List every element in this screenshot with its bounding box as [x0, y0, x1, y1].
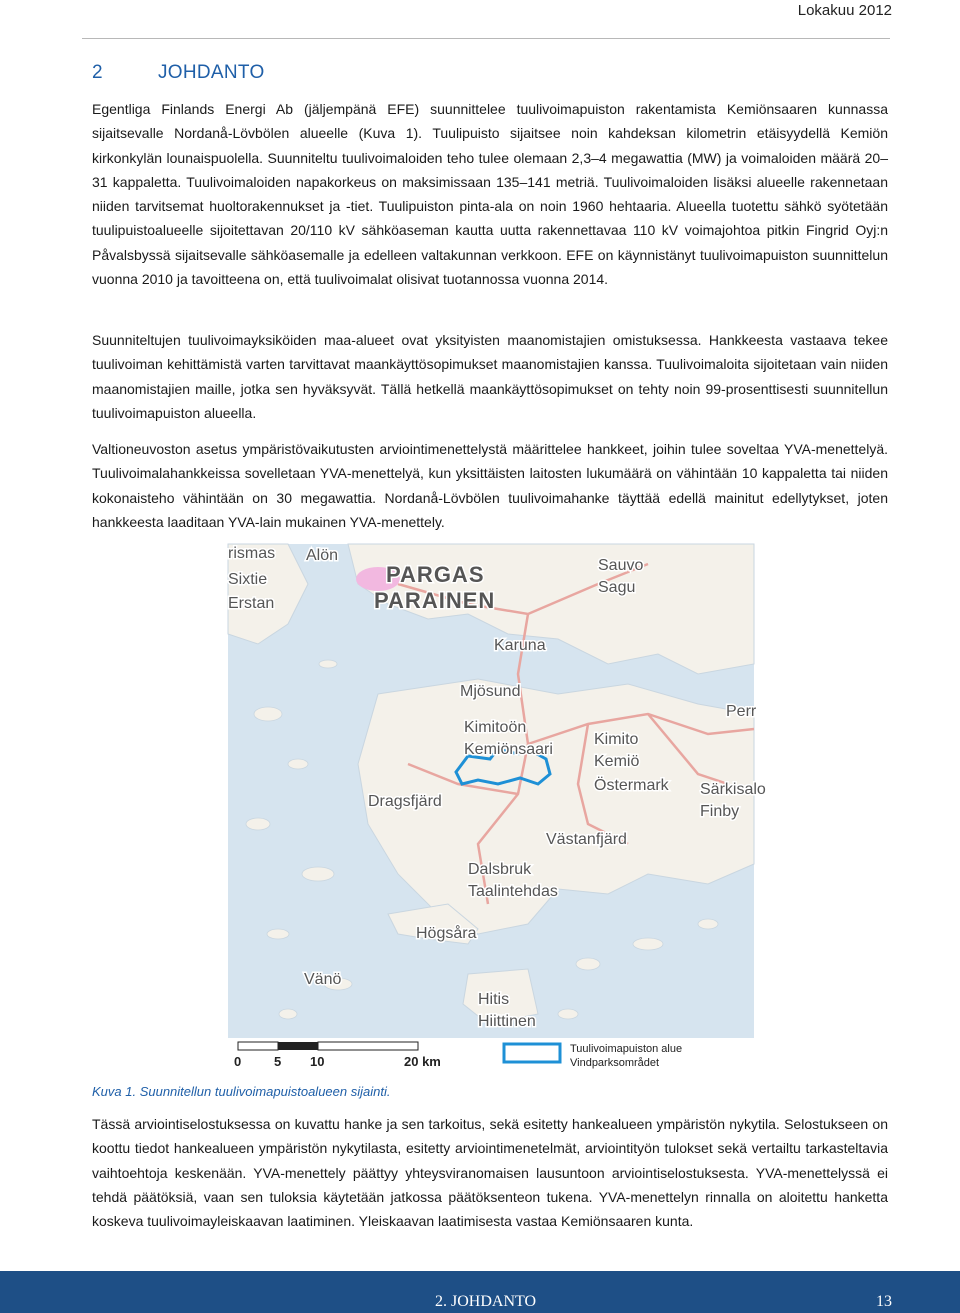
- scale-label: 0: [234, 1054, 242, 1069]
- paragraph: Egentliga Finlands Energi Ab (jäljempänä EFE) suunnittelee tuulivoimapuiston rakentamista Kemiönsaaren kunnassa sijaitsevalle Nordanå-Lövbölen alueelle (Kuva 1). Tuulipuisto sijaitsee noin kahdeksan kilometrin etäisyydellä Kemiön kirkonkylän lounaispuolella. Suunniteltu tuulivoimaloiden teho tulee olemaan 2,3–4 megawattia (MW) ja voimaloiden määrä 20–31 kappaletta. Tuulivoimaloiden napakorkeus on maksimissaan 135–141 metriä. Tuulivoimaloiden lisäksi alueelle rakennetaan niiden tarvitsemat huoltorakennukset ja -tiet. Tuulipuiston pinta-ala on noin 1960 hehtaaria. Alueella tuotettu sähkö syötetään tuulipuistoalueelle sijoitettavan 20/110 kV sähköaseman kautta uutta rakennettavaa 110 kV voimajohtoa pitkin Fingrid Oyj:n Påvalsbyssä sijaitsevalle sähköasemalle ja edelleen valtakunnan verkkoon. EFE on käynnistänyt tuulivoimapuiston suunnittelun vuonna 2010 ja tavoitteena on, että tuulivoimalat olisivat tuotannossa vuonna 2014.: [92, 101, 888, 288]
- location-map: [228, 544, 766, 1072]
- scale-bar: [228, 1038, 528, 1072]
- legend-label: Tuulivoimapuiston alue: [570, 1043, 683, 1055]
- section-title: JOHDANTO: [158, 62, 265, 83]
- map-label: Vänö: [304, 971, 342, 988]
- header-rule: [82, 38, 890, 39]
- map-legend: [496, 1038, 754, 1072]
- scale-label: 5: [274, 1054, 282, 1069]
- map-label: Finby: [700, 803, 740, 820]
- section-heading: [92, 62, 265, 84]
- map-label: Hitis: [478, 991, 510, 1008]
- map-label: Kimito: [594, 731, 639, 748]
- map-label: Alön: [306, 547, 339, 564]
- scale-label: 20 km: [404, 1054, 441, 1069]
- map-svg: [228, 544, 766, 1072]
- map-label: Dalsbruk: [468, 861, 532, 878]
- map-label: Erstan: [228, 595, 275, 612]
- section-number: 2: [92, 62, 103, 83]
- paragraph: Tässä arviointiselostuksessa on kuvattu hanke ja sen tarkoitus, sekä esitetty hankealueen ympäristön nykytila. Selostukseen on koottu tiedot hankealueen ympäristön nykytilasta, esitetty arviointimenetelmät, arviointityön tulokset sekä vertailtu tarkasteltavia vaihtoehtoja keskenään. YVA-menettely päättyy yhteysviranomaisen lausuntoon arviointiselostuksesta. YVA-menettelyssä ei tehdä päätöksiä, vaan sen tuloksia käytetään jatkossa päätöksenteon tukena. YVA-menettelyn rinnalla on aloitettu hanketta koskeva tuulivoimayleiskaavan laatiminen. Yleiskaavan laatimisesta vastaa Kemiönsaaren kunta.: [92, 1116, 888, 1230]
- map-label: Mjösund: [460, 683, 521, 700]
- map-label: PARAINEN: [374, 588, 496, 613]
- map-label: Kemiö: [594, 753, 640, 770]
- map-label: Sagu: [598, 579, 636, 596]
- map-label: Sauvo: [598, 557, 644, 574]
- map-label: Kimitoön: [464, 719, 527, 736]
- map-label: Taalintehdas: [468, 883, 558, 900]
- footer-section: 2. JOHDANTO: [435, 1293, 537, 1310]
- map-label: Hiittinen: [478, 1013, 536, 1030]
- map-label: Högsåra: [416, 925, 477, 942]
- paragraph: Suunniteltujen tuulivoimayksiköiden maa-alueet ovat yksityisten maanomistajien omistuksessa. Hankkeesta vastaava tekee tuulivoiman kehittämistä varten tarvittavat maankäyttösopimukset maanomistajien kanssa. Tuulivoimaloita sijoitetaan vain niiden maanomistajien maille, jotka sen hyväksyvät. Tällä hetkellä maankäyttösopimukset on tehty noin 99-prosenttisesti suunnitellun tuulivoimapuiston alueella.: [92, 332, 888, 421]
- paragraph: Valtioneuvoston asetus ympäristövaikutusten arviointimenettelystä määrittelee hankkeet, joihin tulee soveltaa YVA-menettelyä. Tuulivoimalahankkeissa sovelletaan YVA-menettelyä, kun yksittäisten laitosten lukumäärä on vähintään 10 kappaletta tai niiden kokonaisteho vähintään on 30 megawattia. Nordanå-Lövbölen tuulivoimahanke täyttää edellä mainitut edellytykset, joten hankkeesta laaditaan YVA-lain mukainen YVA-menettely.: [92, 441, 888, 530]
- header-date: Lokakuu 2012: [797, 2, 892, 19]
- map-label: Östermark: [594, 777, 669, 794]
- footer-bar: [0, 1271, 960, 1313]
- figure-caption: Kuva 1. Suunnitellun tuulivoimapuistoalueen sijainti.: [92, 1084, 391, 1099]
- map-label: rismas: [228, 545, 276, 562]
- map-label: PARGAS: [386, 562, 485, 587]
- map-label: Perr: [726, 703, 757, 720]
- map-label: Dragsfjärd: [368, 793, 442, 810]
- map-label: Särkisalo: [700, 781, 766, 798]
- map-label: Karuna: [494, 637, 546, 654]
- scale-label: 10: [310, 1054, 325, 1069]
- map-label: Kemiönsaari: [464, 741, 553, 758]
- map-label: Västanfjärd: [546, 831, 627, 848]
- legend-label: Vindparksområdet: [570, 1057, 660, 1069]
- page-number: 13: [876, 1293, 892, 1310]
- map-label: Sixtie: [228, 571, 268, 588]
